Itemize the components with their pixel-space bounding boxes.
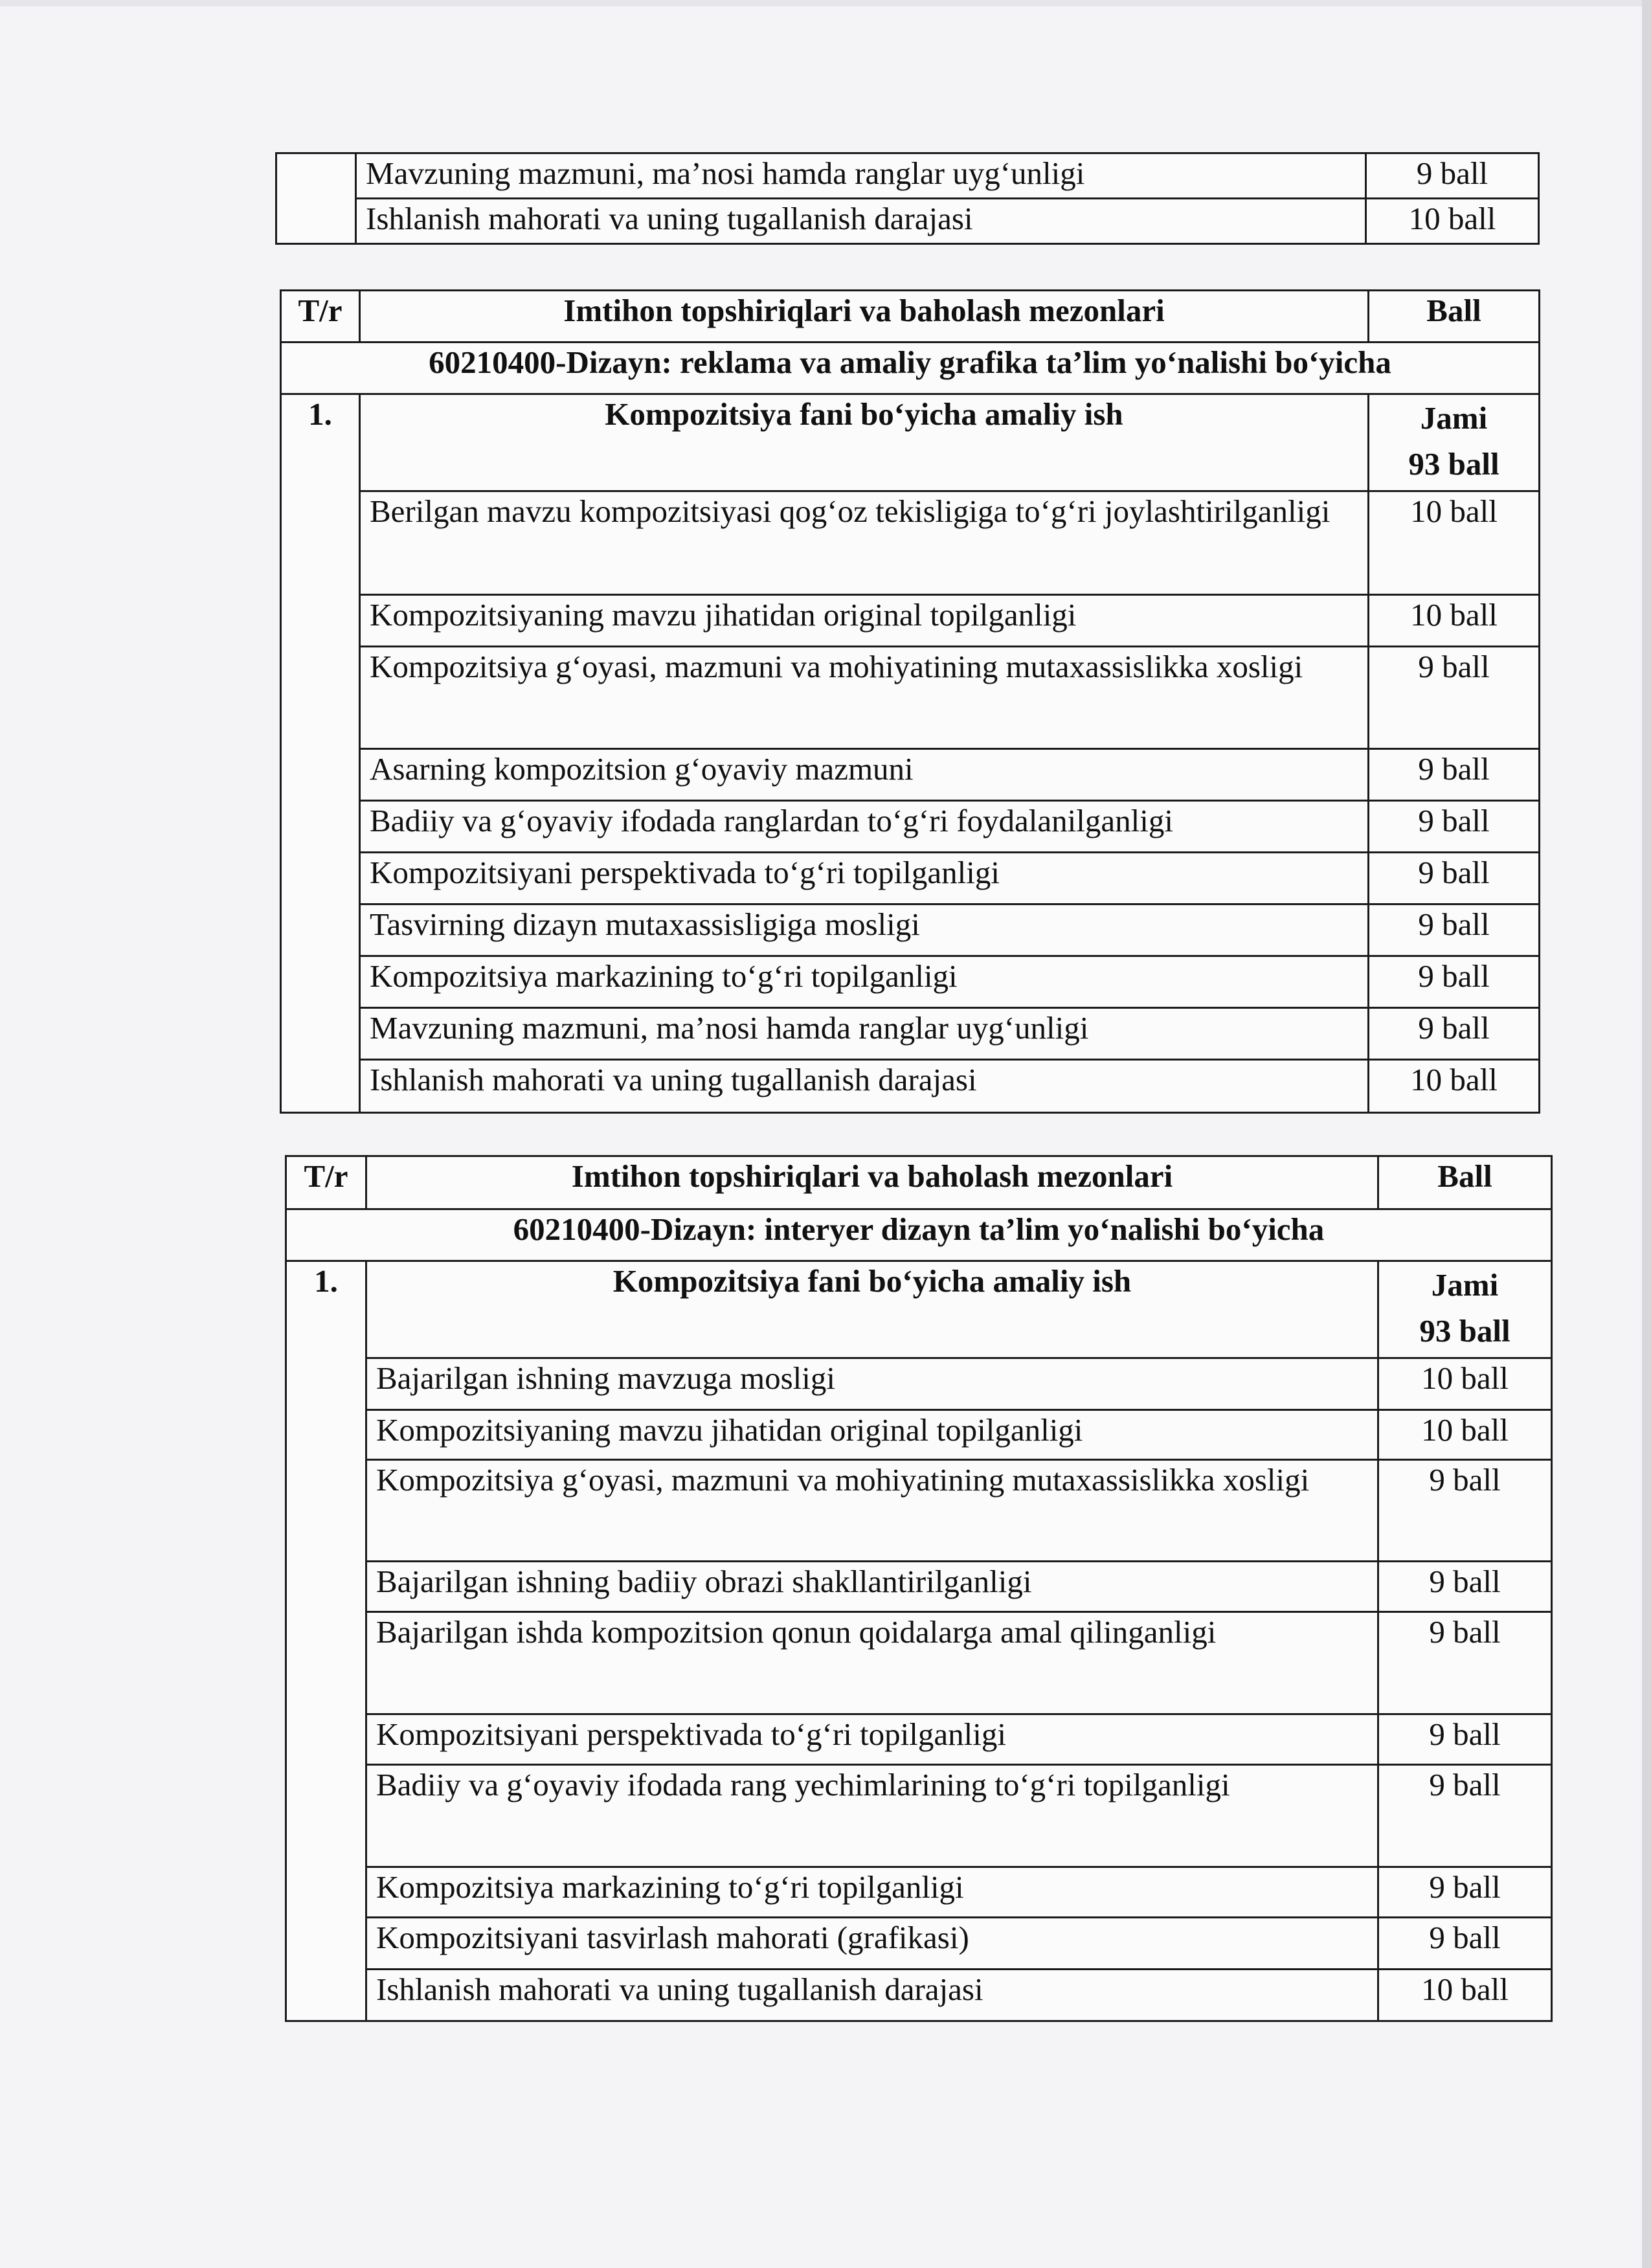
table-row <box>281 904 1540 956</box>
table-row <box>286 1612 1552 1714</box>
criterion-cell: Kompozitsiya g‘oyasi, mazmuni va mohiyatining mutaxassislikka xosligi <box>366 1460 1378 1562</box>
header-title: Imtihon topshiriqlari va baholash mezonlari <box>360 291 1369 342</box>
table-row <box>286 1410 1552 1460</box>
criterion-cell: Kompozitsiyaning mavzu jihatidan original topilganligi <box>360 595 1369 647</box>
criterion-cell: Ishlanish mahorati va uning tugallanish darajasi <box>356 199 1366 244</box>
ball-cell: 10 ball <box>1378 1410 1552 1460</box>
table-row <box>286 1562 1552 1612</box>
ball-cell: 9 ball <box>1369 853 1540 904</box>
criterion-cell: Kompozitsiya markazining to‘g‘ri topilganligi <box>366 1867 1378 1918</box>
total-label: Jami <box>1420 400 1488 436</box>
table-row <box>281 1060 1540 1113</box>
criterion-cell: Bajarilgan ishning badiiy obrazi shakllantirilganligi <box>366 1562 1378 1612</box>
table-row <box>286 1867 1552 1918</box>
criterion-cell: Ishlanish mahorati va uning tugallanish darajasi <box>366 1970 1378 2021</box>
subject-title: Kompozitsiya fani bo‘yicha amaliy ish <box>366 1261 1378 1358</box>
scan-edge-top <box>0 0 1651 6</box>
ball-cell: 9 ball <box>1378 1714 1552 1765</box>
table-row <box>281 491 1540 595</box>
total-label: Jami <box>1431 1267 1499 1303</box>
table-row <box>281 956 1540 1008</box>
table-row <box>286 1765 1552 1867</box>
header-number: T/r <box>286 1156 366 1209</box>
table-row <box>286 1970 1552 2021</box>
criterion-cell: Badiiy va g‘oyaviy ifodada rang yechimlarining to‘g‘ri topilganligi <box>366 1765 1378 1867</box>
table-row <box>286 1714 1552 1765</box>
table-row <box>281 801 1540 853</box>
table-row <box>281 647 1540 749</box>
total-cell <box>1378 1261 1552 1358</box>
ball-cell: 9 ball <box>1378 1867 1552 1918</box>
table-header-row <box>281 291 1540 342</box>
header-title: Imtihon topshiriqlari va baholash mezonlari <box>366 1156 1378 1209</box>
scan-edge-right <box>1642 0 1651 2268</box>
table-row <box>276 153 1539 199</box>
ball-cell: 10 ball <box>1378 1358 1552 1410</box>
ball-cell: 9 ball <box>1369 904 1540 956</box>
ball-cell: 10 ball <box>1369 595 1540 647</box>
ball-cell: 9 ball <box>1378 1765 1552 1867</box>
subject-title: Kompozitsiya fani bo‘yicha amaliy ish <box>360 394 1369 491</box>
ball-cell: 9 ball <box>1378 1612 1552 1714</box>
direction-title: 60210400-Dizayn: interyer dizayn ta’lim yo‘nalishi bo‘yicha <box>286 1209 1552 1261</box>
criterion-cell: Mavzuning mazmuni, ma’nosi hamda ranglar uyg‘unligi <box>356 153 1366 199</box>
ball-cell: 9 ball <box>1369 647 1540 749</box>
criterion-cell: Mavzuning mazmuni, ma’nosi hamda ranglar uyg‘unligi <box>360 1008 1369 1060</box>
table-row <box>281 749 1540 801</box>
direction-row <box>286 1209 1552 1261</box>
ball-cell: 9 ball <box>1369 749 1540 801</box>
ball-cell: 10 ball <box>1366 199 1539 244</box>
criterion-cell: Kompozitsiyaning mavzu jihatidan original topilganligi <box>366 1410 1378 1460</box>
ball-cell: 10 ball <box>1378 1970 1552 2021</box>
direction-title: 60210400-Dizayn: reklama va amaliy grafika ta’lim yo‘nalishi bo‘yicha <box>281 342 1540 394</box>
ball-cell: 9 ball <box>1378 1460 1552 1562</box>
header-number: T/r <box>281 291 360 342</box>
table-row <box>276 199 1539 244</box>
criterion-cell: Kompozitsiya markazining to‘g‘ri topilganligi <box>360 956 1369 1008</box>
criteria-table-advertising-graphics <box>280 289 1540 1114</box>
criterion-cell: Berilgan mavzu kompozitsiyasi qog‘oz tekisligiga to‘g‘ri joylashtirilganligi <box>360 491 1369 595</box>
table-row <box>286 1918 1552 1970</box>
table-row <box>286 1358 1552 1410</box>
criterion-cell: Kompozitsiya g‘oyasi, mazmuni va mohiyatining mutaxassislikka xosligi <box>360 647 1369 749</box>
subject-row <box>281 394 1540 491</box>
number-cell-empty <box>276 153 356 244</box>
criterion-cell: Kompozitsiyani perspektivada to‘g‘ri topilganligi <box>366 1714 1378 1765</box>
total-cell <box>1369 394 1540 491</box>
criteria-table-interior-design <box>285 1155 1553 2022</box>
item-number: 1. <box>286 1261 366 2021</box>
criterion-cell: Kompozitsiyani tasvirlash mahorati (grafikasi) <box>366 1918 1378 1970</box>
ball-cell: 9 ball <box>1366 153 1539 199</box>
criterion-cell: Bajarilgan ishda kompozitsion qonun qoidalarga amal qilinganligi <box>366 1612 1378 1714</box>
ball-cell: 9 ball <box>1378 1562 1552 1612</box>
criterion-cell: Tasvirning dizayn mutaxassisligiga mosligi <box>360 904 1369 956</box>
header-ball: Ball <box>1378 1156 1552 1209</box>
total-value: 93 ball <box>1419 1313 1511 1349</box>
item-number: 1. <box>281 394 360 1113</box>
criterion-cell: Asarning kompozitsion g‘oyaviy mazmuni <box>360 749 1369 801</box>
ball-cell: 9 ball <box>1378 1918 1552 1970</box>
table-row <box>286 1460 1552 1562</box>
table-header-row <box>286 1156 1552 1209</box>
subject-row <box>286 1261 1552 1358</box>
criteria-table-continuation <box>275 152 1540 245</box>
header-ball: Ball <box>1369 291 1540 342</box>
table-row <box>281 595 1540 647</box>
criterion-cell: Bajarilgan ishning mavzuga mosligi <box>366 1358 1378 1410</box>
ball-cell: 9 ball <box>1369 801 1540 853</box>
total-value: 93 ball <box>1408 446 1499 482</box>
table-row <box>281 853 1540 904</box>
ball-cell: 10 ball <box>1369 1060 1540 1113</box>
table-row <box>281 1008 1540 1060</box>
ball-cell: 9 ball <box>1369 1008 1540 1060</box>
criterion-cell: Ishlanish mahorati va uning tugallanish darajasi <box>360 1060 1369 1113</box>
ball-cell: 10 ball <box>1369 491 1540 595</box>
criterion-cell: Badiiy va g‘oyaviy ifodada ranglardan to‘g‘ri foydalanilganligi <box>360 801 1369 853</box>
criterion-cell: Kompozitsiyani perspektivada to‘g‘ri topilganligi <box>360 853 1369 904</box>
ball-cell: 9 ball <box>1369 956 1540 1008</box>
direction-row <box>281 342 1540 394</box>
